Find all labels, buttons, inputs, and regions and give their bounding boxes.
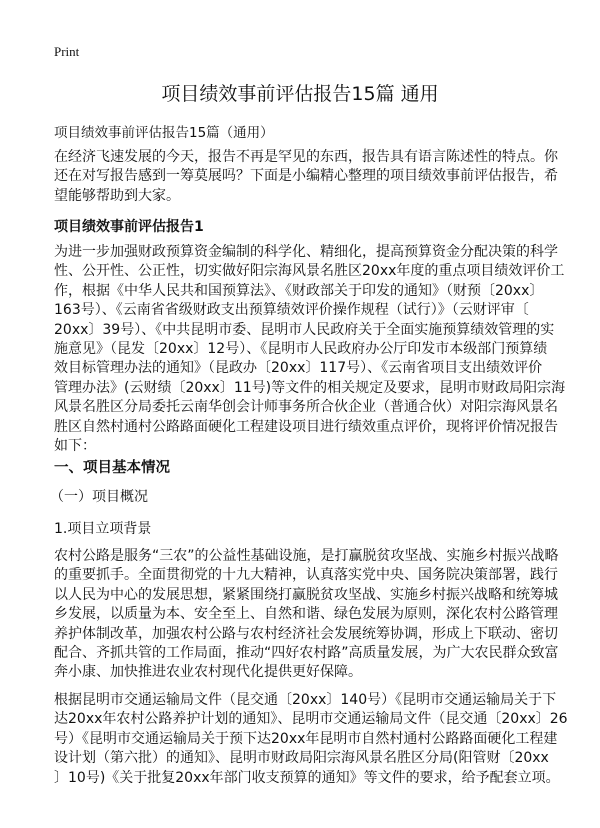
print-link[interactable]: Print: [54, 44, 80, 59]
text-line: 性、公开性、公正性，切实做好阳宗海风景名胜区20xx年度的重点项目绩效评价工: [54, 263, 565, 280]
document-subtitle: 项目绩效事前评估报告15篇（通用）: [54, 125, 274, 141]
section-title: 项目绩效事前评估报告1: [54, 219, 204, 235]
text-line: 乡发展，以质量为本、安全至上、自然和谐、绿色发展为原则，深化农村公路管理: [54, 606, 558, 623]
text-line: 以人民为中心的发展思想，紧紧围绕打赢脱贫攻坚战、实施乡村振兴战略和统筹城: [54, 586, 558, 603]
text-line: 如下：: [54, 438, 96, 455]
text-line: 为进一步加强财政预算资金编制的科学化、精细化，提高预算资金分配决策的科学: [54, 244, 558, 260]
text-line: 在经济飞速发展的今天，报告不再是罕见的东西，报告具有语言陈述性的特点。你: [54, 149, 558, 165]
text-line: 风景名胜区分局委托云南华创会计师事务所合伙企业（普通合伙）对阳宗海风景名: [54, 399, 558, 416]
text-line: 作，根据《中华人民共和国预算法》、《财政部关于印发的通知》（财预〔20xx〕: [54, 282, 544, 299]
text-line: 还在对写报告感到一筹莫展吗？下面是小编精心整理的项目绩效事前评估报告，希: [54, 168, 558, 185]
text-line: 号）《昆明市交通运输局关于预下达20xx年昆明市自然村通村公路路面硬化工程建: [54, 730, 558, 747]
text-line: 管理办法》(云财绩〔20xx〕11号)等文件的相关规定及要求，昆明市财政局阳宗海: [54, 379, 566, 396]
text-line: 奔小康、加快推进农业农村现代化提供更好保障。: [54, 664, 362, 681]
text-line: 望能够帮助到大家。: [54, 187, 180, 204]
text-line: 养护体制改革，加强农村公路与农村经济社会发展统筹协调，形成上下联动、密切: [54, 625, 558, 642]
page-title: 项目绩效事前评估报告15篇 通用: [161, 83, 439, 105]
text-line: 163号）、《云南省省级财政支出预算绩效评价操作规程（试行）》（云财评审〔: [54, 302, 529, 319]
paragraph-3: [54, 691, 568, 788]
paragraph-2: [54, 547, 559, 683]
text-line: 效目标管理办法的通知》（昆政办〔20xx〕117号）、《云南省项目支出绩效评价: [54, 360, 543, 377]
text-line: 〕10号)《关于批复20xx年部门收支预算的通知》等文件的要求，给予配套立项。: [54, 769, 560, 786]
text-line: 配合、齐抓共管的工作局面，推动“四好农村路”高质量发展，为广大农民群众致富: [54, 645, 559, 662]
text-line: 达20xx年农村公路养护计划的通知》、昆明市交通运输局文件（昆交通〔20xx〕26: [54, 711, 568, 728]
paragraph-1: [54, 243, 566, 456]
text-line: 根据昆明市交通运输局文件（昆交通〔20xx〕140号）《昆明市交通运输局关于下: [54, 692, 557, 708]
text-line: 的重要抓手。全面贯彻党的十九大精神，认真落实党中央、国务院决策部署，践行: [54, 567, 558, 584]
heading-overview: （一）项目概况: [50, 489, 148, 505]
text-line: 施意见》（昆发〔20xx〕12号）、《昆明市人民政府办公厅印发市本级部门预算绩: [54, 341, 548, 358]
text-line: 20xx〕39号）、《中共昆明市委、昆明市人民政府关于全面实施预算绩效管理的实: [54, 321, 555, 338]
heading-basic-info: 一、项目基本情况: [54, 460, 170, 476]
text-line: 胜区自然村通村公路路面硬化工程建设项目进行绩效重点评价，现将评价情况报告: [54, 418, 558, 435]
heading-background: 1.项目立项背景: [54, 521, 152, 537]
text-line: 设计划（第六批）的通知》、昆明市财政局阳宗海风景名胜区分局(阳管财〔20xx: [54, 750, 549, 767]
text-line: 农村公路是服务“三农”的公益性基础设施，是打赢脱贫攻坚战、实施乡村振兴战略: [54, 548, 559, 564]
intro-paragraph: [54, 148, 558, 206]
